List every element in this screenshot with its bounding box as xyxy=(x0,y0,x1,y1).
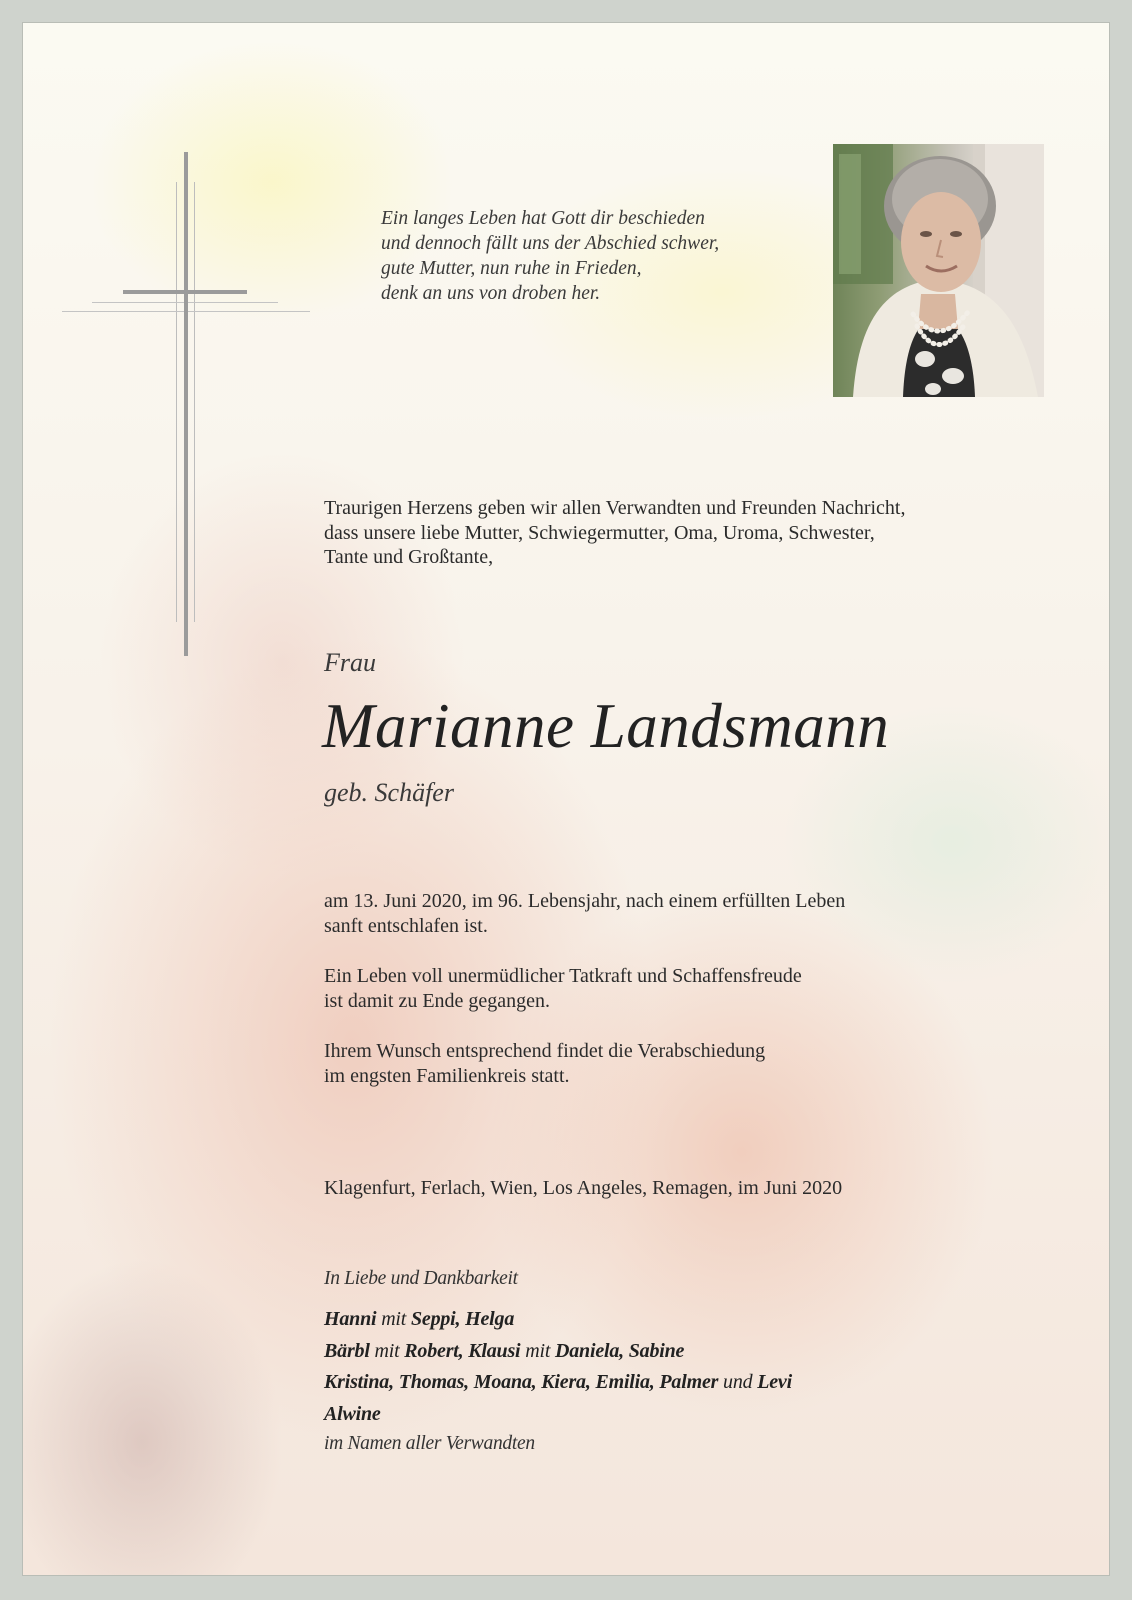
signer-line xyxy=(324,1304,1044,1336)
paragraph-line: sanft entschlafen ist. xyxy=(324,914,488,937)
signer-name: Bärbl xyxy=(324,1339,370,1362)
memorial-verse xyxy=(381,206,821,306)
connector-word: mit xyxy=(381,1308,407,1330)
signer-name: Daniela, Sabine xyxy=(555,1339,685,1362)
connector-word: und xyxy=(723,1371,753,1393)
obituary-card xyxy=(22,22,1110,1576)
paragraph-line: Ihrem Wunsch entsprechend findet die Verabschiedung xyxy=(324,1040,766,1062)
signer-name: Levi xyxy=(757,1371,792,1393)
portrait-photo xyxy=(833,144,1044,397)
verse-line: gute Mutter, nun ruhe in Frieden, xyxy=(381,258,642,279)
signer-line xyxy=(324,1367,1044,1399)
relatives-note: im Namen aller Verwandten xyxy=(324,1433,535,1454)
birth-name: geb. Schäfer xyxy=(324,778,454,807)
farewell-paragraph xyxy=(324,1039,1024,1088)
signer-name: Hanni xyxy=(324,1308,377,1330)
death-notice-paragraph xyxy=(324,889,1024,938)
deceased-name: Marianne Landsmann xyxy=(322,691,890,761)
verse-line: Ein langes Leben hat Gott dir beschieden xyxy=(381,208,705,229)
place-date: Klagenfurt, Ferlach, Wien, Los Angeles, Remagen, im Juni 2020 xyxy=(324,1177,843,1199)
signer-name: Alwine xyxy=(324,1402,381,1425)
verse-line: und dennoch fällt uns der Abschied schwer, xyxy=(381,233,720,254)
signers-list xyxy=(324,1304,1044,1430)
intro-text xyxy=(324,496,1024,570)
signer-line xyxy=(324,1399,1044,1431)
paragraph-line: Ein Leben voll unermüdlicher Tatkraft und Schaffensfreude xyxy=(324,965,802,987)
life-paragraph xyxy=(324,964,1024,1013)
intro-line: Tante und Großtante, xyxy=(324,546,494,568)
signer-name: Robert xyxy=(404,1339,459,1362)
intro-line: Traurigen Herzens geben wir allen Verwandten und Freunden Nachricht, xyxy=(324,497,906,519)
paragraph-line: im engsten Familienkreis statt. xyxy=(324,1064,570,1087)
paragraph-line: am 13. Juni 2020, im 96. Lebensjahr, nach einem erfüllten Leben xyxy=(324,890,846,912)
verse-line: denk an uns von droben her. xyxy=(381,283,601,304)
paragraph-line: ist damit zu Ende gegangen. xyxy=(324,989,551,1012)
signer-line xyxy=(324,1336,1044,1368)
connector-word: mit xyxy=(374,1339,400,1362)
closing-phrase: In Liebe und Dankbarkeit xyxy=(324,1268,518,1289)
connector-word: mit xyxy=(525,1339,551,1362)
signer-name: , Klausi xyxy=(458,1339,521,1362)
intro-line: dass unsere liebe Mutter, Schwiegermutter, Oma, Uroma, Schwester, xyxy=(324,521,875,544)
signer-name: Seppi, Helga xyxy=(410,1308,515,1330)
signer-name: Kristina, Thomas, Moana, Kiera, Emilia, Palmer xyxy=(324,1371,719,1393)
salutation: Frau xyxy=(324,648,376,677)
